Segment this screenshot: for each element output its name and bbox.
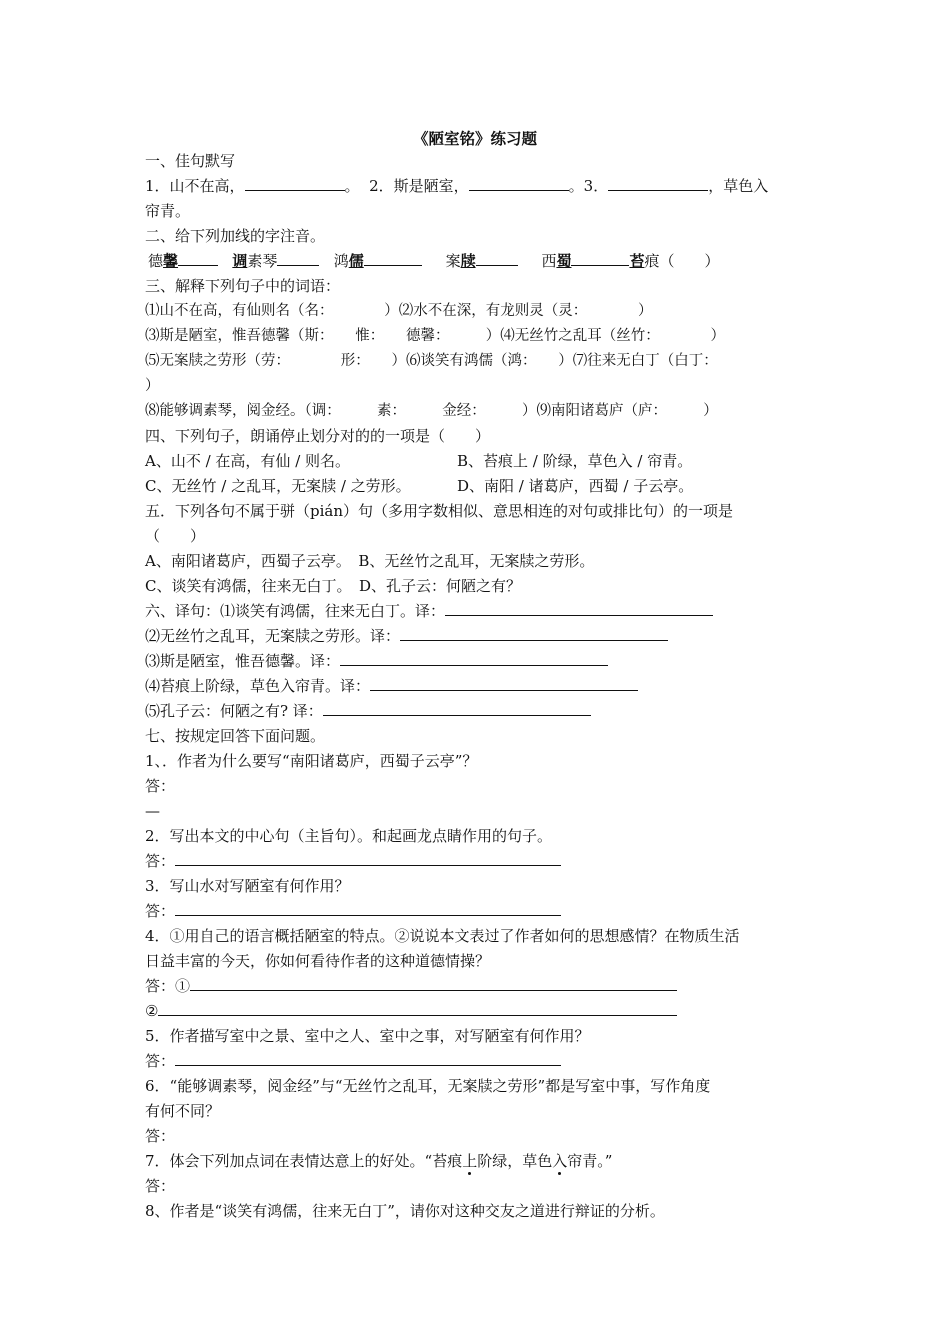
question-7-3: 3．写山水对写陋室有何作用？	[145, 877, 350, 895]
section-2-heading: 二、给下列加线的字注音。	[145, 227, 326, 245]
answer-label: 答：	[145, 902, 176, 920]
translate-blank[interactable]	[445, 601, 713, 616]
word-prefix: 德	[148, 252, 164, 270]
answer-7-3	[145, 901, 561, 921]
pinyin-blank[interactable]	[178, 251, 218, 266]
question-7-6a: 6．“能够调素琴，阅金经”与“无丝竹之乱耳，无案牍之劳形”都是写室中事，写作角度	[145, 1077, 711, 1095]
answer-blank[interactable]	[175, 1051, 561, 1066]
page-title: 《陋室铭》练习题	[412, 129, 537, 148]
translate-blank[interactable]	[340, 651, 608, 666]
translate-prompt: ⑷苔痕上阶绿，草色入帘青。译：	[145, 677, 371, 695]
word-prefix: 案	[445, 252, 461, 270]
answer-dash: —	[145, 802, 160, 820]
translate-3	[145, 651, 608, 671]
translate-prompt: 六、译句：⑴谈笑有鸿儒，往来无白丁。译：	[145, 602, 446, 620]
section-3-heading: 三、解释下列句子中的词语：	[145, 277, 341, 295]
word-suffix: 痕（ ）	[644, 252, 720, 270]
answer-label: 答：	[145, 777, 176, 795]
section-5-heading-cont: （ ）	[145, 527, 206, 545]
blank-3[interactable]	[608, 176, 708, 191]
question-7-5: 5．作者描写室中之景、室中之人、室中之事，对写陋室有何作用？	[145, 1027, 590, 1045]
question-text: 帘青。”	[567, 1152, 613, 1170]
fill-question-3-cont: 帘青。	[145, 202, 191, 220]
option-a[interactable]: A、山不 / 在高，有仙 / 则名。	[145, 452, 351, 470]
dotted-word: 入	[552, 1152, 568, 1170]
translate-prompt: ⑶斯是陋室，惟吾德馨。译：	[145, 652, 341, 670]
question-7-6b: 有何不同？	[145, 1102, 221, 1120]
question-text: 7．体会下列加点词在表情达意上的好处。“苔痕	[145, 1152, 463, 1170]
pinyin-blank[interactable]	[571, 251, 629, 266]
answer-label: ②	[145, 1002, 159, 1020]
explain-line-2: ⑶斯是陋室，惟吾德馨（斯： 惟： 德馨： ）⑷无丝竹之乱耳（丝竹： ）	[145, 328, 725, 344]
option-c[interactable]: C、无丝竹 / 之乱耳，无案牍 / 之劳形。	[145, 477, 411, 495]
punct: 。	[344, 177, 360, 195]
explain-line-3-cont: ）	[145, 378, 160, 394]
fill-question-1: 1．山不在高，	[145, 177, 245, 195]
answer-label: 答：	[145, 852, 176, 870]
answer-label: 答：	[145, 1052, 176, 1070]
underlined-char: 调	[232, 252, 248, 270]
underlined-char: 牍	[460, 252, 476, 270]
section-1-heading: 一、佳句默写	[145, 152, 236, 170]
translate-blank[interactable]	[400, 626, 668, 641]
answer-7-2	[145, 851, 561, 871]
answer-blank[interactable]	[158, 1001, 677, 1016]
answer-label: 答：	[145, 1127, 176, 1145]
dotted-word: 上	[462, 1152, 478, 1170]
section-1-questions	[145, 176, 768, 196]
explain-line-4: ⑻能够调素琴，阅金经。（调： 素： 金经： ）⑼南阳诸葛庐（庐： ）	[145, 403, 718, 419]
section-5-heading: 五．下列各句不属于骈（pián）句（多用字数相似、意思相连的对句或排比句）的一项是	[145, 502, 734, 520]
underlined-char: 蜀	[556, 252, 572, 270]
question-7-1: 1、．作者为什么要写“南阳诸葛庐，西蜀子云亭”？	[145, 752, 478, 770]
explain-line-1: ⑴山不在高，有仙则名（名： ）⑵水不在深，有龙则灵（灵： ）	[145, 303, 653, 319]
question-7-2: 2．写出本文的中心句（主旨句）。和起画龙点睛作用的句子。	[145, 827, 553, 845]
answer-blank[interactable]	[175, 851, 561, 866]
translate-4	[145, 676, 638, 696]
underlined-char: 馨	[163, 252, 179, 270]
answer-label: 答：	[145, 1177, 176, 1195]
word-suffix: 素琴	[247, 252, 278, 270]
fill-question-2: 2．斯是陋室，	[369, 177, 469, 195]
question-text: 阶绿，草色	[477, 1152, 553, 1170]
answer-blank[interactable]	[175, 901, 561, 916]
translate-prompt: ⑵无丝竹之乱耳，无案牍之劳形。译：	[145, 627, 401, 645]
option-b[interactable]: B、苔痕上 / 阶绿，草色入 / 帘青。	[457, 452, 693, 470]
translate-blank[interactable]	[323, 701, 591, 716]
translate-blank[interactable]	[370, 676, 638, 691]
question-7-7	[145, 1151, 612, 1171]
answer-7-4-1	[145, 976, 677, 996]
word-prefix: 西	[541, 252, 557, 270]
pinyin-blank[interactable]	[364, 251, 422, 266]
fill-question-3: 3．	[583, 177, 609, 195]
pinyin-blank[interactable]	[476, 251, 518, 266]
answer-label: 答：①	[145, 977, 191, 995]
options-ab[interactable]: A、南阳诸葛庐，西蜀子云亭。 B、无丝竹之乱耳，无案牍之劳形。	[145, 552, 595, 570]
translate-prompt: ⑸孔子云：何陋之有? 译：	[145, 702, 323, 720]
word-prefix: 鸿	[333, 252, 349, 270]
section-7-heading: 七、按规定回答下面问题。	[145, 727, 326, 745]
punct: 。	[568, 177, 584, 195]
fill-question-3-tail: ，草色入	[708, 177, 769, 195]
options-cd[interactable]: C、谈笑有鸿儒，往来无白丁。 D、孔子云：何陋之有？	[145, 577, 522, 595]
blank-2[interactable]	[469, 176, 569, 191]
explain-line-3: ⑸无案牍之劳形（劳： 形： ）⑹谈笑有鸿儒（鸿： ）⑺往来无白丁（白丁：	[145, 353, 718, 369]
translate-1	[145, 601, 713, 621]
underlined-char: 儒	[348, 252, 364, 270]
underlined-char: 苔	[629, 252, 645, 270]
option-d[interactable]: D、南阳 / 诸葛庐，西蜀 / 子云亭。	[457, 477, 694, 495]
answer-7-4-2	[145, 1001, 677, 1021]
blank-1[interactable]	[245, 176, 345, 191]
answer-7-5	[145, 1051, 561, 1071]
question-7-8: 8、作者是“谈笑有鸿儒，往来无白丁”，请你对这种交友之道进行辩证的分析。	[145, 1202, 665, 1220]
section-4-heading: 四、下列句子，朗诵停止划分对的的一项是（ ）	[145, 427, 491, 445]
pinyin-words	[148, 251, 720, 271]
question-7-4a: 4．①用自己的语言概括陋室的特点。②说说本文表过了作者如何的思想感情？在物质生活	[145, 927, 740, 945]
translate-2	[145, 626, 668, 646]
answer-blank[interactable]	[190, 976, 677, 991]
translate-5	[145, 701, 591, 721]
question-7-4b: 日益丰富的今天，你如何看待作者的这种道德情操？	[145, 952, 491, 970]
pinyin-blank[interactable]	[277, 251, 319, 266]
